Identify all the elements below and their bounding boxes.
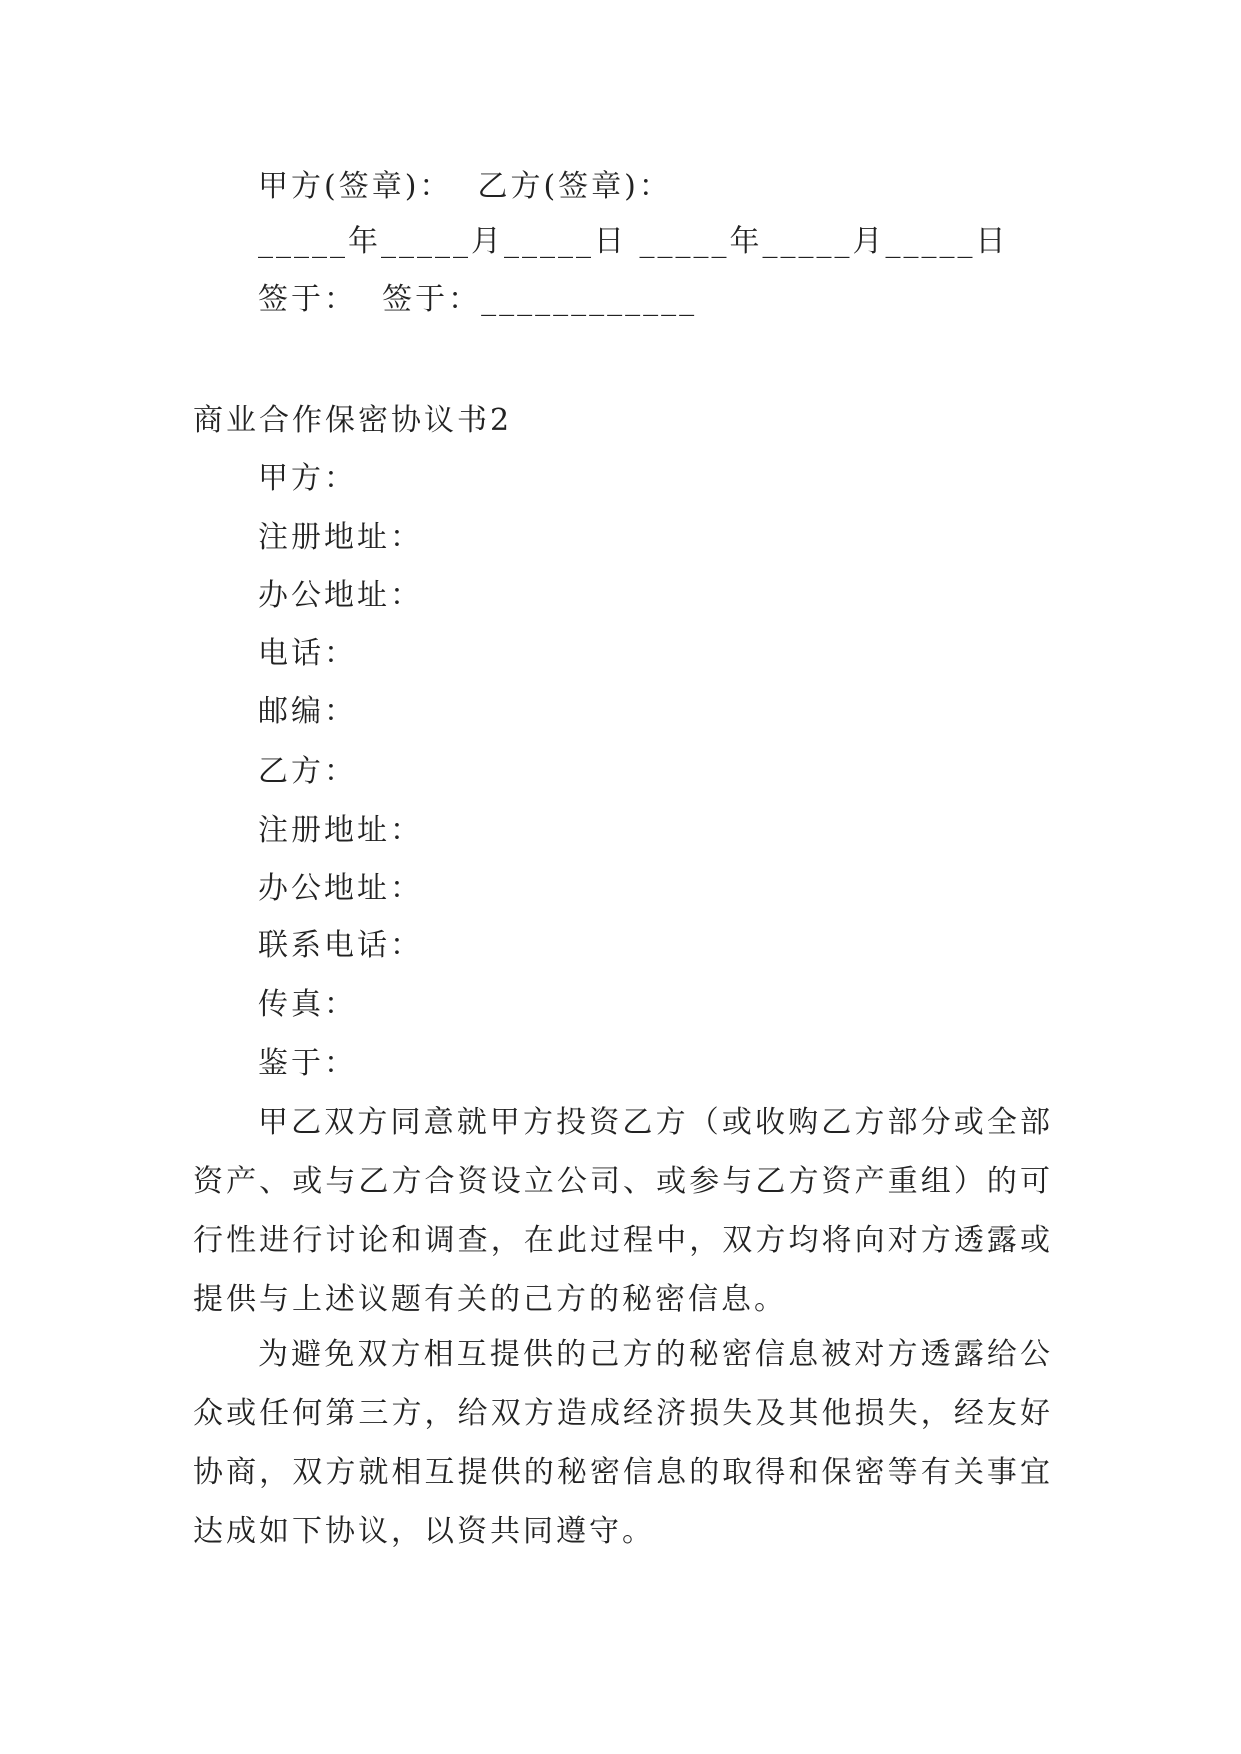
document-title: 商业合作保密协议书2 xyxy=(193,403,513,438)
party-a-phone: 电话： xyxy=(258,636,357,671)
party-a-office-address: 办公地址： xyxy=(258,578,423,613)
party-a-registered-address: 注册地址： xyxy=(258,520,423,555)
signature-line: 甲方(签章)： 乙方(签章)： xyxy=(258,169,672,204)
party-b-contact-phone: 联系电话： xyxy=(258,928,423,963)
paragraph-agreement: 为避免双方相互提供的己方的秘密信息被对方透露给公众或任何第三方，给双方造成经济损失及其他损失，经友好协商，双方就相互提供的秘密信息的取得和保密等有关事宜达成如下协议，以资共同遵守。 xyxy=(193,1337,1053,1549)
party-b-fax: 传真： xyxy=(258,987,357,1022)
party-a-postcode: 邮编： xyxy=(258,694,357,729)
signing-place-line: 签于： 签于：____________ xyxy=(258,282,698,317)
party-b-office-address: 办公地址： xyxy=(258,871,423,906)
date-line: _____年_____月_____日 _____年_____月_____日 xyxy=(258,224,1009,259)
party-b-label: 乙方： xyxy=(258,754,357,789)
party-a-label: 甲方： xyxy=(258,461,357,496)
whereas-label: 鉴于： xyxy=(258,1046,357,1081)
paragraph-purpose: 甲乙双方同意就甲方投资乙方（或收购乙方部分或全部资产、或与乙方合资设立公司、或参与乙方资产重组）的可行性进行讨论和调查，在此过程中，双方均将向对方透露或提供与上述议题有关的己方的秘密信息。 xyxy=(193,1105,1053,1317)
party-b-registered-address: 注册地址： xyxy=(258,813,423,848)
